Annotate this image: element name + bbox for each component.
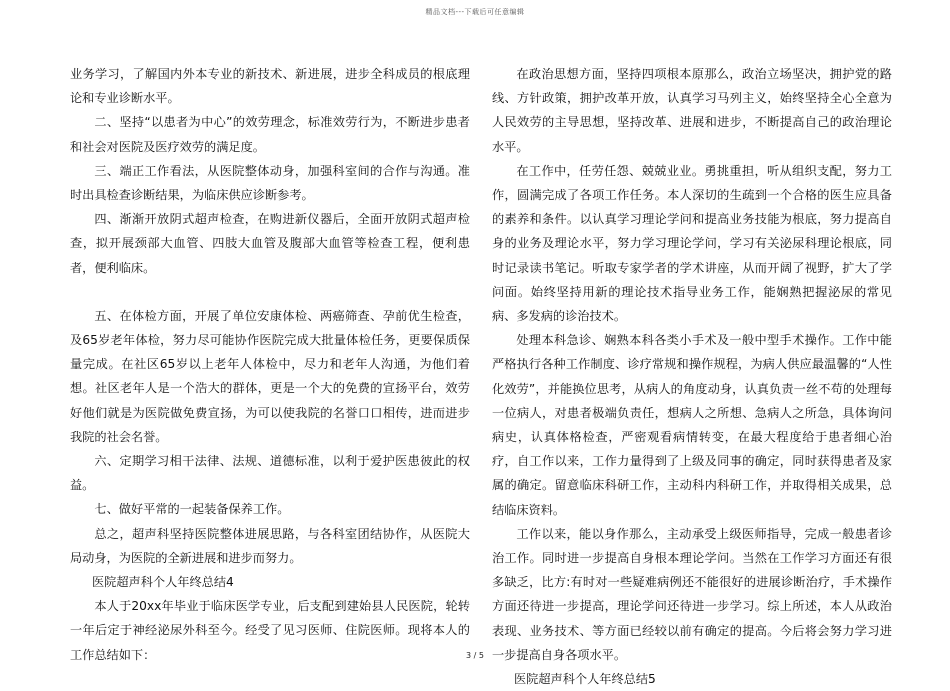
paragraph: 七、做好平常的一起装备保养工作。	[94, 502, 290, 517]
paragraph: 在政治思想方面，坚持四项根本原那么，政治立场坚决，拥护党的路线、方针政策，拥护改革开放，认真学习马列主义，始终坚持全心全意为人民效劳的主导思想，坚持改革、进展和进步，不断提高自己的政治理论水平。	[492, 67, 892, 154]
paragraph: 业务学习，了解国内外本专业的新技术、新进展，进步全科成员的根底理论和专业诊断水平。	[70, 67, 470, 106]
section-heading: 医院超声科个人年终总结5	[513, 672, 656, 687]
paragraph: 本人于20xx年毕业于临床医学专业，后支配到建始县人民医院，轮转一年后定于神经泌尿外科至今。经受了见习医师、住院医师。现将本人的工作总结如下：	[70, 599, 470, 662]
paragraph: 三、端正工作看法，从医院整体动身，加强科室间的合作与沟通。准时出具检查诊断结果，为临床供应诊断参考。	[70, 163, 470, 203]
paragraph: 四、渐渐开放阴式超声检查，在购进新仪器后，全面开放阴式超声检查，拟开展颈部大血管、四肢大血管及腹部大血管等检查工程，便利患者，便利临床。	[70, 212, 470, 275]
right-column	[492, 62, 892, 691]
paragraph: 在工作中，任劳任怨、兢兢业业。勇挑重担，听从组织支配，努力工作，圆满完成了各项工作任务。本人深切的生疏到一个合格的医生应具备的素养和条件。以认真学习理论学问和提高业务技能为根底，努力提高自身的业务及理论水平，努力学习理论学问，学习有关泌尿科理论根底，同时记录读书笔记。听取专家学者的学术讲座，从而开阔了视野，扩大了学问面。始终坚持用新的理论技术指导业务工作，能娴熟把握泌尿的常见病、多发病的诊治技术。	[492, 163, 892, 324]
paragraph-spacer	[70, 280, 470, 304]
section-heading: 医院超声科个人年终总结4	[91, 575, 234, 590]
paragraph: 处理本科急诊、娴熟本科各类小手术及一般中型手术操作。工作中能严格执行各种工作制度、诊疗常规和操作规程，为病人供应最温馨的“人性化效劳”，并能换位思考，从病人的角度动身，认真负责一丝不苟的处理每一位病人，对患者极端负责任，想病人之所想、急病人之所急，具体询问病史，认真体格检查，严密观看病情转变，在最大程度给于患者细心治疗，自工作以来，工作力量得到了上级及同事的确定，同时获得患者及家属的确定。留意临床科研工作，主动科内科研工作，并取得相关成果，总结临床资料。	[492, 333, 892, 517]
paragraph: 五、在体检方面，开展了单位安康体检、两癌筛查、孕前优生检查，及65岁老年体检，努力尽可能协作医院完成大批量体检任务，更要保质保量完成。在社区65岁以上老年人体检中，尽力和老年人沟通，为他们着想。社区老年人是一个浩大的群体，更是一个大的免费的宣扬平台，效劳好他们就是为医院做免费宣扬，为可以使我院的名誉口口相传，进而进步我院的社会名誉。	[70, 308, 470, 444]
left-column	[70, 62, 470, 667]
paragraph: 二、坚持“以患者为中心”的效劳理念，标准效劳行为，不断进步患者和社会对医院及医疗效劳的满足度。	[70, 115, 470, 154]
page-header: 精品文档---下载后可任意编辑	[425, 8, 525, 16]
paragraph: 工作以来，能以身作那么，主动承受上级医师指导，完成一般患者诊治工作。同时进一步提高自身根本理论学问。当然在工作学习方面还有很多缺乏，比方:有时对一些疑难病例还不能很好的进展诊断治疗，手术操作方面还待进一步提高，理论学问还待进一步学习。综上所述，本人从政治表现、业务技术、等方面已经较以前有确定的提高。今后将会努力学习进一步提高自身各项水平。	[492, 526, 892, 662]
paragraph: 六、定期学习相干法律、法规、道德标准，以利于爱护医患彼此的权益。	[70, 454, 470, 493]
paragraph: 总之，超声科坚持医院整体进展思路，与各科室团结协作，从医院大局动身，为医院的全新进展和进步而努力。	[70, 526, 470, 565]
page-number: 3 / 5	[466, 651, 484, 660]
